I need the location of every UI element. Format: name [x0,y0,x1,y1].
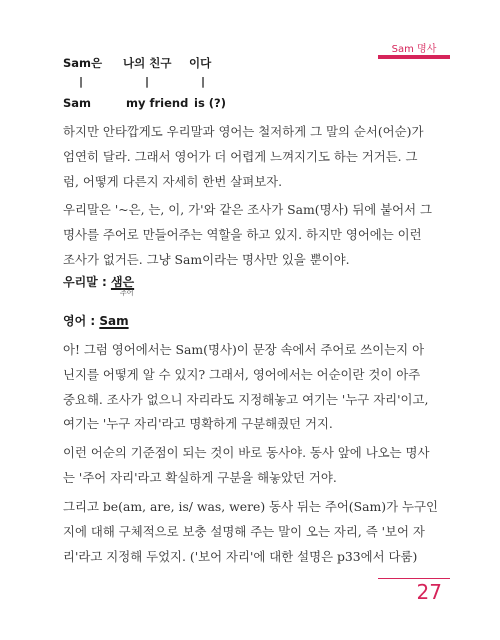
paragraph-line: 여기는 '누구 자리'라고 명확하게 구분해줬던 거지. [63,416,333,432]
diagram-english-subject: Sam [63,96,92,110]
subject-annotation: 주어 [120,289,134,297]
paragraph-line: 닌지를 어떻게 알 수 있지? 그래서, 영어에서는 어순이란 것이 아주 [63,366,421,382]
diagram-tick: | [145,75,150,88]
paragraph-line: 중요해. 조사가 없으니 자리라도 지정해놓고 여기는 '누구 자리'이고, [63,391,429,407]
paragraph-line: 조사가 없거든. 그냥 Sam이라는 명사만 있을 뿐이야. [63,251,350,267]
diagram-tick: | [201,75,206,88]
paragraph-complement [63,495,443,569]
paragraph-word-order [63,120,443,194]
diagram-english-complement: my friend [126,96,189,110]
paragraph-line: 리'라고 지정해 두었지. ('보어 자리'에 대한 설명은 p33에서 다룸) [63,548,418,564]
english-example-word: Sam [99,314,129,328]
paragraph-line: 우리말은 '~은, 는, 이, 가'와 같은 조사가 Sam(명사) 뒤에 붙어서 그 [63,202,433,217]
english-example-label: 영어 : [63,314,100,328]
paragraph-line: 하지만 안타깝게도 우리말과 영어는 철저하게 그 말의 순서(어순)가 [63,124,424,139]
paragraph-verb [63,441,443,491]
paragraph-line: 지에 대해 구체적으로 보충 설명해 주는 말이 오는 자리, 즉 '보어 자 [63,523,425,539]
footer-divider [378,578,450,579]
paragraph-position [63,338,443,437]
english-example [63,312,129,329]
paragraph-line: 이런 어순의 기준점이 되는 것이 바로 동사야. 동사 앞에 나오는 명사 [63,445,430,460]
korean-example-label: 우리말 : [63,275,111,289]
diagram-tick: | [79,75,84,88]
chapter-tag-bar [378,55,450,59]
paragraph-line: 그리고 be(am, are, is/ was, were) 동사 뒤는 주어(Sam)가 누구인 [63,499,438,514]
diagram-english-verb: is (?) [194,96,226,110]
diagram-korean-complement: 나의 친구 [123,56,172,70]
page-number: 27 [416,580,442,604]
diagram-korean-subject: Sam은 [63,56,103,70]
chapter-tag: Sam 명사 [391,44,437,55]
diagram-korean-verb: 이다 [189,56,212,70]
paragraph-line: 럼, 어떻게 다른지 자세히 한번 살펴보자. [63,173,283,189]
paragraph-line: 명사를 주어로 만들어주는 역할을 하고 있지. 하지만 영어에는 이런 [63,226,422,242]
korean-example-word: 샘은 [110,275,135,289]
paragraph-particles [63,198,443,272]
paragraph-line: 는 '주어 자리'라고 확실하게 구분을 해놓았던 거야. [63,469,337,485]
paragraph-line: 아! 그럼 영어에서는 Sam(명사)이 문장 속에서 주어로 쓰이는지 아 [63,342,425,357]
paragraph-line: 엄연히 달라. 그래서 영어가 더 어렵게 느껴지기도 하는 거거든. 그 [63,148,418,164]
